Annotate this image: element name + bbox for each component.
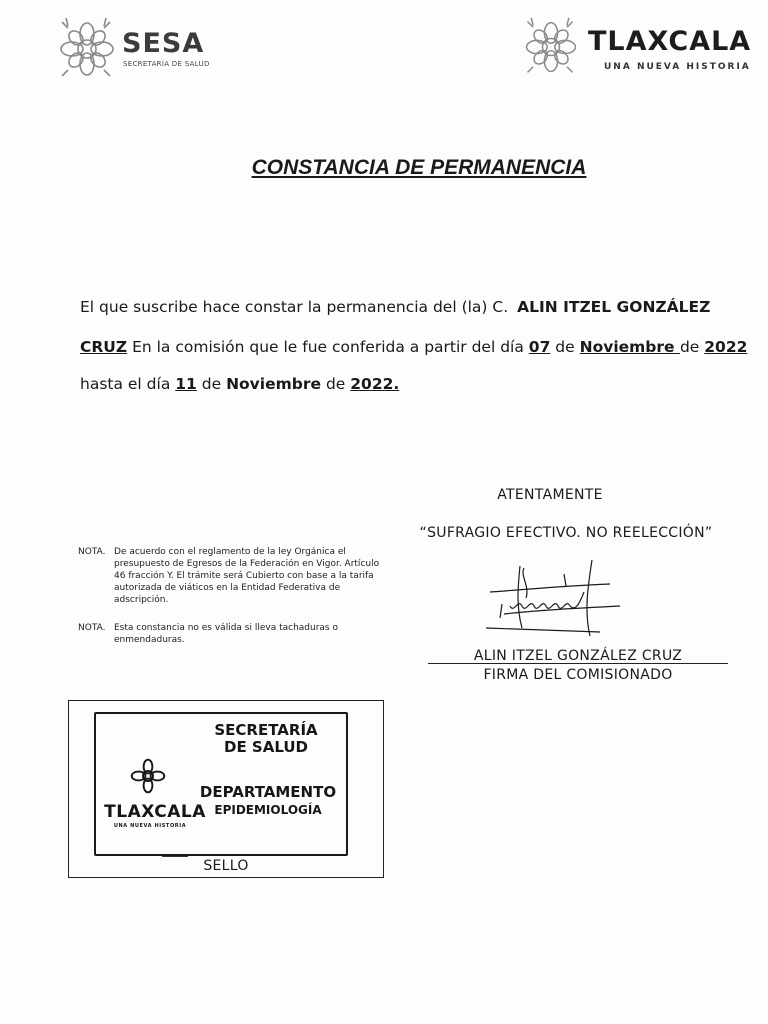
stamp-dash: [162, 856, 188, 857]
stamp-flower-icon: [126, 754, 170, 798]
body-text: El que suscribe hace constar la permanencia del (la) C.: [80, 298, 509, 316]
closing-motto: “SUFRAGIO EFECTIVO. NO REELECCIÓN”: [419, 525, 713, 541]
body-line-1: [80, 297, 720, 317]
note-label: NOTA.: [78, 623, 106, 633]
body-line-3: [80, 374, 720, 394]
stamp-label: SELLO: [203, 858, 249, 874]
stamp-brand-sub: UNA NUEVA HISTORIA: [113, 823, 187, 829]
tlaxcala-logo-slogan: UNA NUEVA HISTORIA: [604, 62, 751, 72]
signer-name: ALIN ITZEL GONZÁLEZ CRUZ: [473, 648, 683, 664]
signature-scribble: [480, 556, 640, 646]
body-text: de: [679, 338, 705, 356]
person-name-cont: CRUZ: [80, 338, 128, 356]
body-text: de: [550, 338, 580, 356]
end-year: 2022.: [350, 375, 400, 393]
sesa-logo-subtitle: SECRETARÍA DE SALUD: [123, 60, 210, 68]
tlaxcala-logo-text: TLAXCALA: [588, 26, 752, 57]
closing-atentamente: ATENTAMENTE: [497, 487, 603, 503]
stamp-line-2: DE SALUD: [224, 738, 308, 756]
start-day: 07: [528, 338, 551, 356]
stamp-line-4: EPIDEMIOLOGÍA: [214, 803, 322, 817]
body-text: En la comisión que le fue conferida a partir del día: [127, 338, 529, 356]
end-day: 11: [175, 375, 197, 393]
note-1: [78, 546, 388, 606]
signer-role: FIRMA DEL COMISIONADO: [483, 667, 673, 683]
person-name: ALIN ITZEL GONZÁLEZ: [517, 298, 711, 316]
note-2: [78, 622, 388, 646]
body-line-2: [80, 337, 748, 357]
start-month: Noviembre: [579, 338, 680, 356]
note-label: NOTA.: [78, 547, 106, 557]
note-text: Esta constancia no es válida si lleva tachaduras o enmendaduras.: [114, 623, 338, 645]
document-title: CONSTANCIA DE PERMANENCIA: [251, 156, 587, 179]
stamp-line-3: DEPARTAMENTO: [199, 783, 337, 801]
stamp-brand: TLAXCALA: [104, 802, 206, 822]
stamp-line-1: SECRETARÍA: [214, 721, 318, 739]
body-text: de: [321, 375, 351, 393]
body-text: hasta el día: [80, 375, 176, 393]
body-text: de: [196, 375, 227, 393]
tlaxcala-logo-icon: [520, 14, 582, 80]
note-text: De acuerdo con el reglamento de la ley Orgánica el presupuesto de Egresos de la Federación en Vigor. Artículo 46 fracción Y. El trámite será Cubierto con base a la tarifa autorizada de viáticos en la Entidad Federativa de adscripción.: [114, 547, 380, 605]
sesa-logo-text: SESA: [122, 28, 205, 59]
end-month: Noviembre: [226, 375, 322, 393]
start-year: 2022: [704, 338, 748, 356]
sesa-logo-icon: [54, 14, 120, 84]
